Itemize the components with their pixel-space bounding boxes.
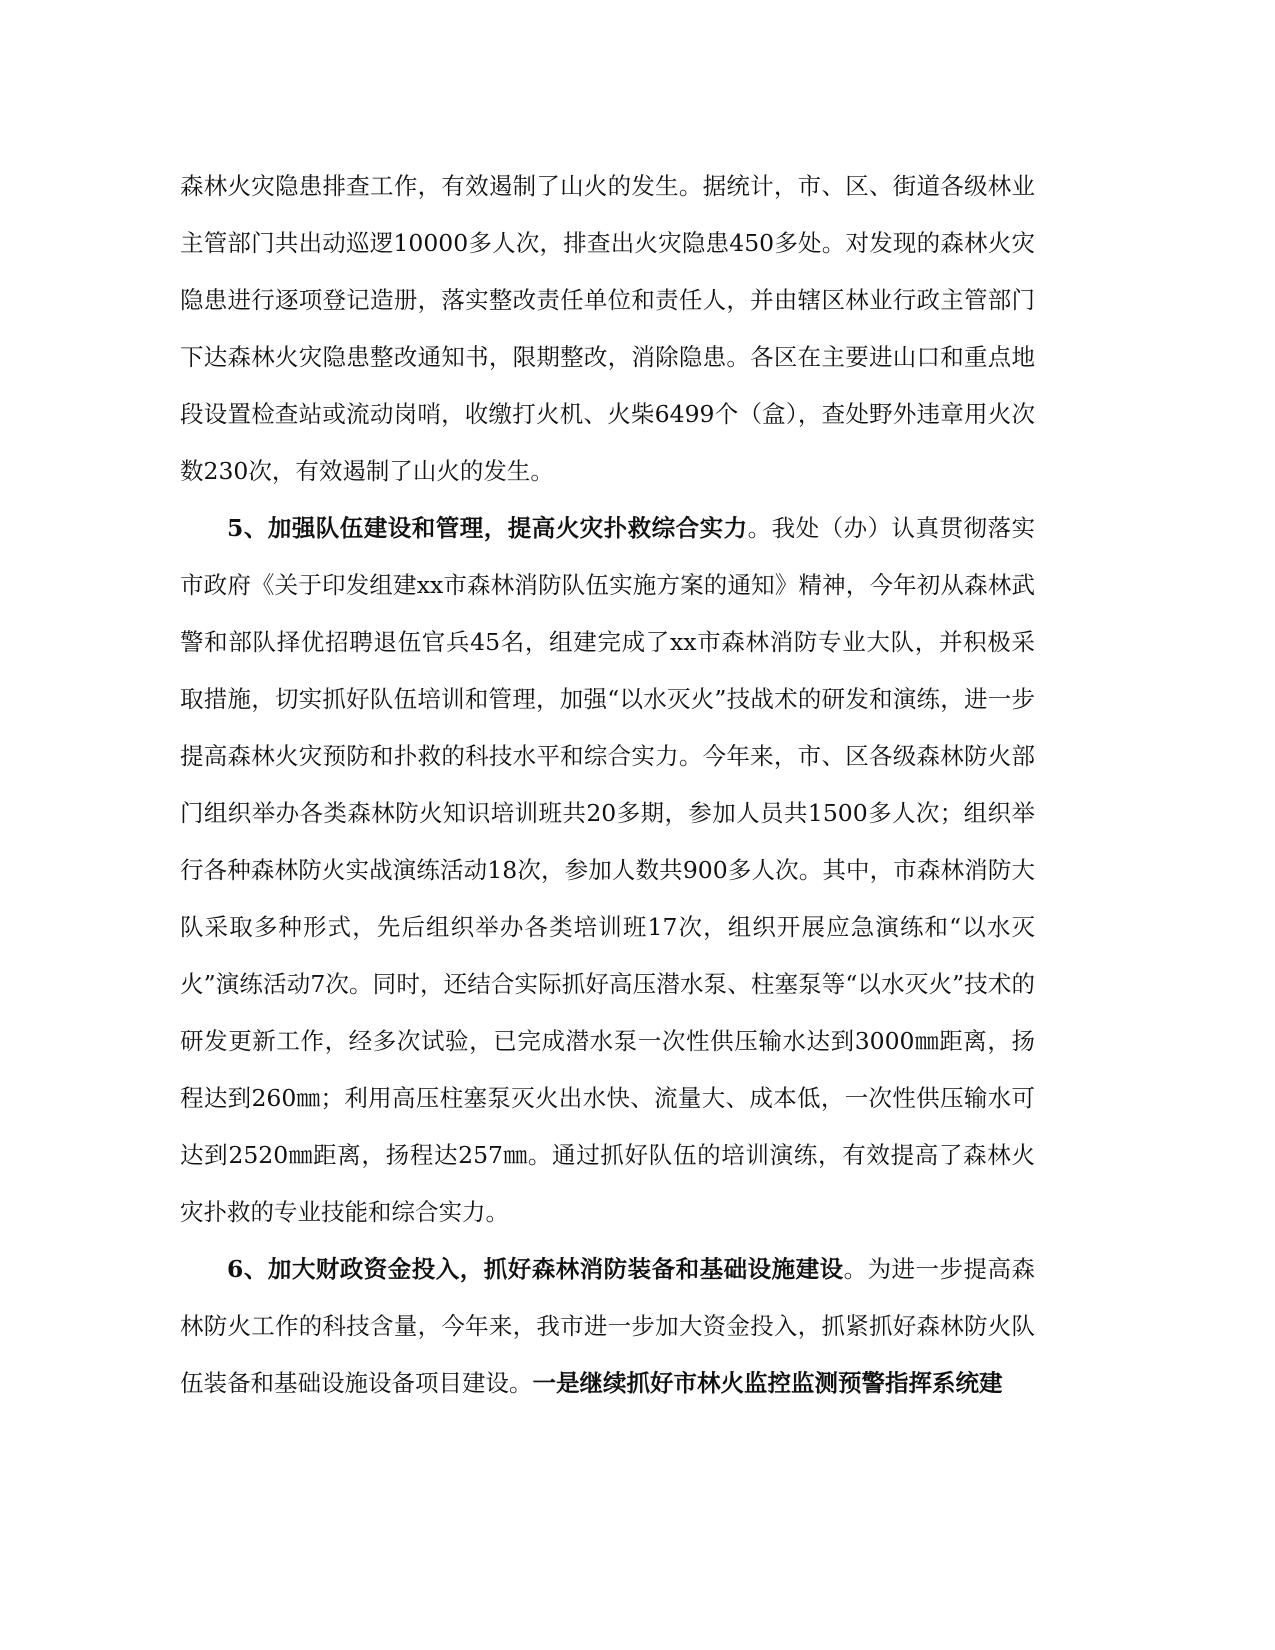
paragraph-fire-hazard-inspection [180,158,1035,500]
paragraph-bold-tail: 一是继续抓好市林火监控监测预警指挥系统建 [532,1369,1003,1397]
section-heading-5: 5、加强队伍建设和管理，提高火灾扑救综合实力 [227,514,748,542]
paragraph-team-building [180,500,1035,1241]
paragraph-funding-investment [180,1241,1035,1412]
document-body [180,158,1035,1412]
paragraph-body: 。为进一步提高森林防火工作的科技含量，今年来，我市进一步加大资金投入，抓紧抓好森林防火队伍装备和基础设施设备项目建设。 [180,1255,1036,1397]
section-heading-6: 6、加大财政资金投入，抓好森林消防装备和基础设施建设 [227,1255,844,1283]
paragraph-body: 。我处（办）认真贯彻落实市政府《关于印发组建xx市森林消防队伍实施方案的通知》精神，今年初从森林武警和部队择优招聘退伍官兵45名，组建完成了xx市森林消防专业大队，并积极采取措施，切实抓好队伍培训和管理，加强“以水灭火”技战术的研发和演练，进一步提高森林火灾预防和扑救的科技水平和综合实力。今年来，市、区各级森林防火部门组织举办各类森林防火知识培训班共20多期，参加人员共1500多人次；组织举行各种森林防火实战演练活动18次，参加人数共900多人次。其中，市森林消防大队采取多种形式，先后组织举办各类培训班17次，组织开展应急演练和“以水灭火”演练活动7次。同时，还结合实际抓好高压潜水泵、柱塞泵等“以水灭火”技术的研发更新工作，经多次试验，已完成潜水泵一次性供压输水达到3000㎜距离，扬程达到260㎜；利用高压柱塞泵灭火出水快、流量大、成本低，一次性供压输水可达到2520㎜距离，扬程达257㎜。通过抓好队伍的培训演练，有效提高了森林火灾扑救的专业技能和综合实力。 [180,514,1036,1226]
paragraph-body: 森林火灾隐患排查工作，有效遏制了山火的发生。据统计，市、区、街道各级林业主管部门共出动巡逻10000多人次，排查出火灾隐患450多处。对发现的森林火灾隐患进行逐项登记造册，落实整改责任单位和责任人，并由辖区林业行政主管部门下达森林火灾隐患整改通知书，限期整改，消除隐患。各区在主要进山口和重点地段设置检查站或流动岗哨，收缴打火机、火柴6499个（盒），查处野外违章用火次数230次，有效遏制了山火的发生。 [180,172,1035,485]
